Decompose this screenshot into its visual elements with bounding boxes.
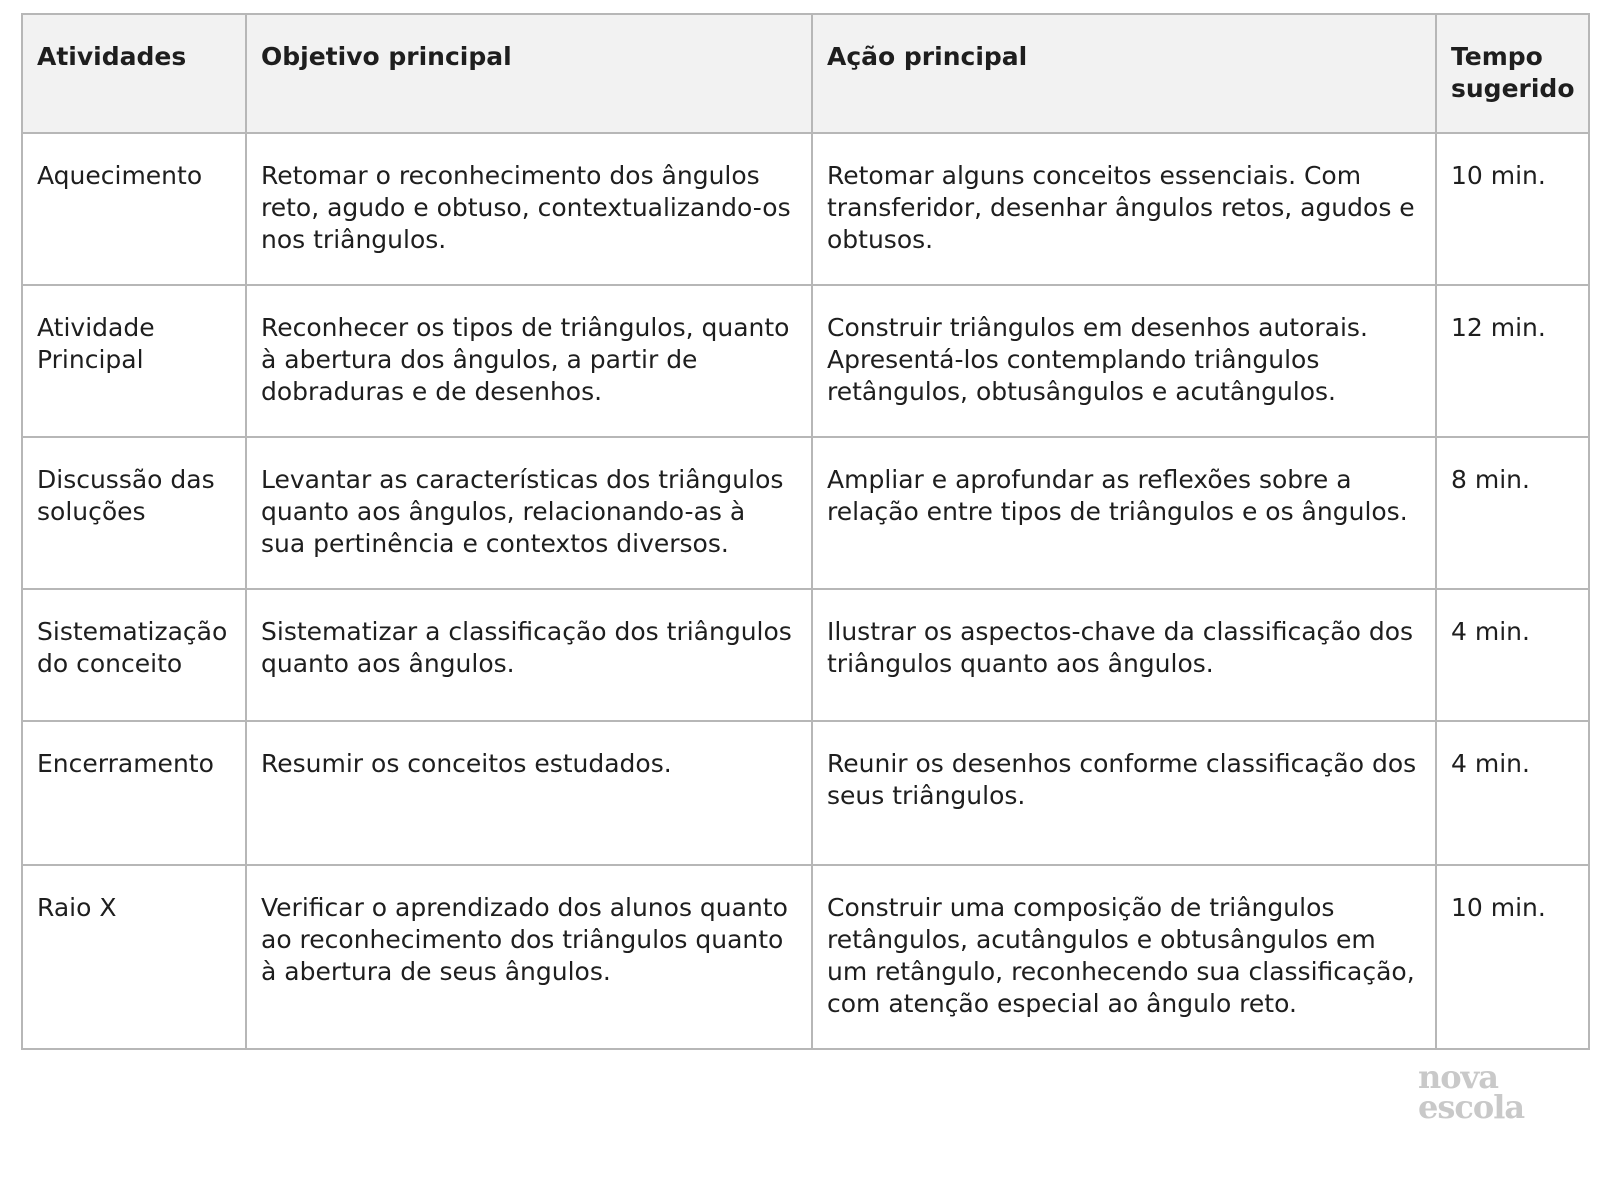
table-row [22, 589, 1589, 721]
cell-objective: Retomar o reconhecimento dos ângulos reto, agudo e obtuso, contextualizando-os nos triângulos. [246, 133, 812, 285]
cell-objective: Verificar o aprendizado dos alunos quanto ao reconhecimento dos triângulos quanto à abertura de seus ângulos. [246, 865, 812, 1049]
cell-action: Ilustrar os aspectos-chave da classificação dos triângulos quanto aos ângulos. [812, 589, 1436, 721]
cell-activity: Raio X [22, 865, 246, 1049]
table-row [22, 865, 1589, 1049]
nova-escola-logo [1418, 1058, 1525, 1126]
header-tempo-sugerido: Tempo sugerido [1436, 14, 1589, 133]
table-row [22, 133, 1589, 285]
cell-time: 10 min. [1436, 865, 1589, 1049]
logo-line-nova: nova [1418, 1058, 1498, 1096]
cell-activity: Atividade Principal [22, 285, 246, 437]
header-acao-principal: Ação principal [812, 14, 1436, 133]
cell-time: 4 min. [1436, 721, 1589, 865]
cell-activity: Discussão das soluções [22, 437, 246, 589]
table-row [22, 437, 1589, 589]
cell-activity: Aquecimento [22, 133, 246, 285]
cell-action: Construir uma composição de triângulos retângulos, acutângulos e obtusângulos em um retângulo, reconhecendo sua classificação, com atenção especial ao ângulo reto. [812, 865, 1436, 1049]
logo-line-escola: escola [1418, 1088, 1525, 1126]
cell-activity: Encerramento [22, 721, 246, 865]
cell-action: Reunir os desenhos conforme classificação dos seus triângulos. [812, 721, 1436, 865]
cell-action: Retomar alguns conceitos essenciais. Com transferidor, desenhar ângulos retos, agudos e obtusos. [812, 133, 1436, 285]
cell-time: 10 min. [1436, 133, 1589, 285]
cell-objective: Reconhecer os tipos de triângulos, quanto à abertura dos ângulos, a partir de dobraduras e de desenhos. [246, 285, 812, 437]
header-atividades: Atividades [22, 14, 246, 133]
table-row [22, 721, 1589, 865]
cell-action: Ampliar e aprofundar as reflexões sobre a relação entre tipos de triângulos e os ângulos. [812, 437, 1436, 589]
cell-time: 8 min. [1436, 437, 1589, 589]
header-objetivo-principal: Objetivo principal [246, 14, 812, 133]
lesson-plan-table [21, 13, 1590, 1050]
cell-activity: Sistematização do conceito [22, 589, 246, 721]
cell-action: Construir triângulos em desenhos autorais. Apresentá-los contemplando triângulos retângulos, obtusângulos e acutângulos. [812, 285, 1436, 437]
cell-time: 4 min. [1436, 589, 1589, 721]
cell-objective: Resumir os conceitos estudados. [246, 721, 812, 865]
table-row [22, 285, 1589, 437]
table-header-row [22, 14, 1589, 133]
cell-objective: Levantar as características dos triângulos quanto aos ângulos, relacionando-as à sua pertinência e contextos diversos. [246, 437, 812, 589]
cell-time: 12 min. [1436, 285, 1589, 437]
cell-objective: Sistematizar a classificação dos triângulos quanto aos ângulos. [246, 589, 812, 721]
